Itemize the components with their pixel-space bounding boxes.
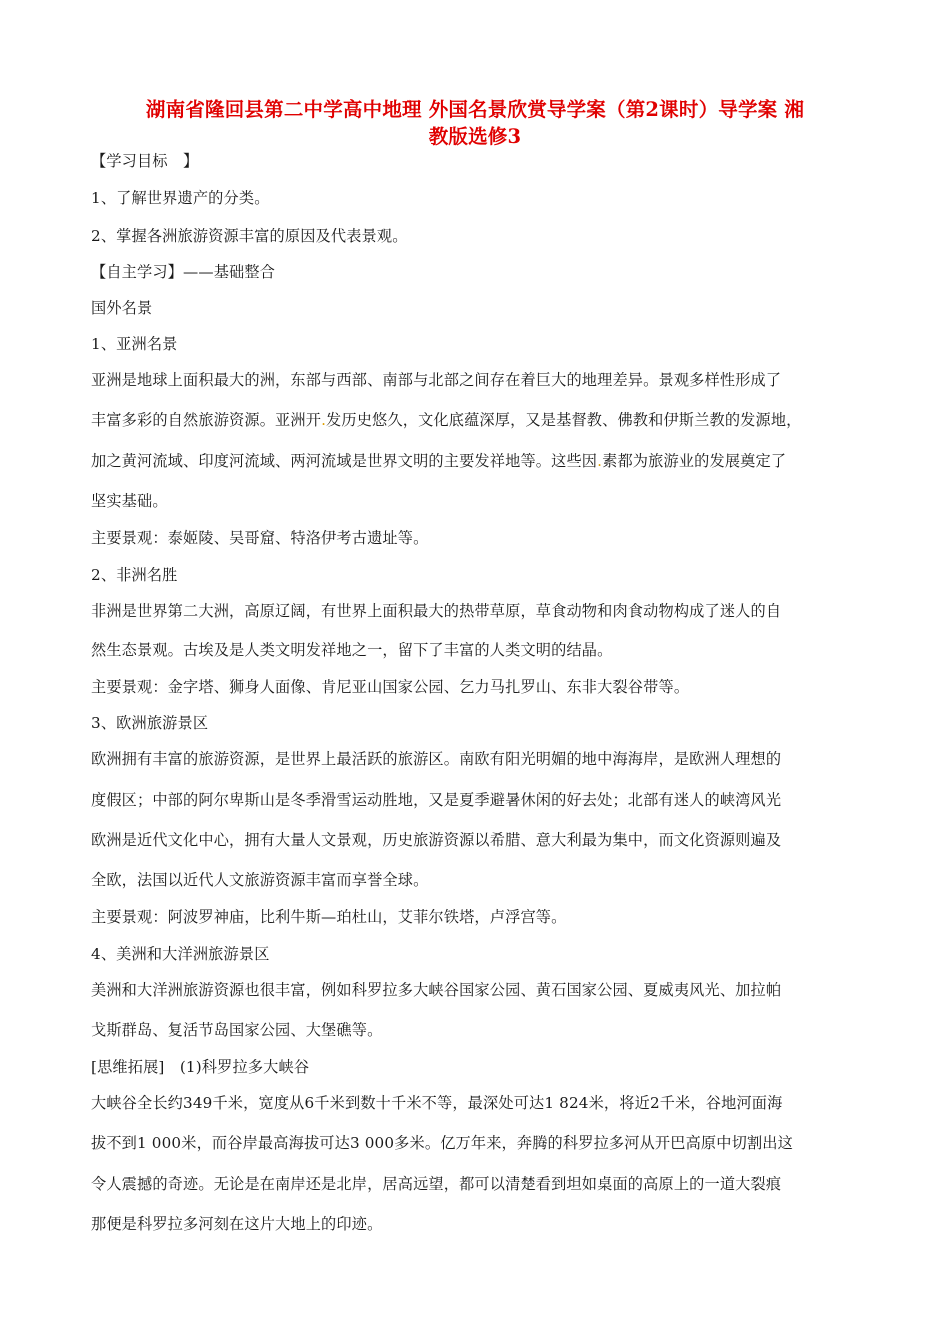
extension-paragraph-line: 拔不到1 000米，而谷岸最高海拔可达3 000多米。亿万年来，奔腾的科罗拉多河从开巴高原中切割出这 — [91, 1134, 793, 1152]
america-heading: 4、美洲和大洋洲旅游景区 — [91, 945, 270, 963]
asia-text-part: 素都为旅游业的发展奠定了 — [602, 452, 787, 470]
extension-paragraph-line: 令人震撼的奇迹。无论是在南岸还是北岸，居高远望，都可以清楚看到坦如桌面的高原上的一道大裂痕 — [91, 1175, 782, 1193]
africa-heading: 2、非洲名胜 — [91, 566, 178, 584]
title-line-2: 教版选修3 — [428, 125, 522, 148]
asia-paragraph-line — [91, 410, 802, 430]
highlight-mark: . — [321, 411, 327, 429]
asia-paragraph-line: 亚洲是地球上面积最大的洲，东部与西部、南部与北部之间存在着巨大的地理差异。景观多样性形成了 — [91, 371, 782, 389]
highlight-mark: . — [597, 452, 603, 470]
asia-heading: 1、亚洲名景 — [91, 335, 178, 353]
europe-paragraph-line: 全欧，法国以近代人文旅游资源丰富而享誉全球。 — [91, 871, 429, 889]
asia-text-part: 加之黄河流域、印度河流域、两河流域是世界文明的主要发祥地等。这些因 — [91, 452, 598, 470]
america-paragraph-line: 戈斯群岛、复活节岛国家公园、大堡礁等。 — [91, 1021, 383, 1039]
asia-text-part: 发历史悠久，文化底蕴深厚，又是基督教、佛教和伊斯兰教的发源地， — [326, 411, 802, 429]
africa-sights: 主要景观：金字塔、狮身人面像、肯尼亚山国家公园、乞力马扎罗山、东非大裂谷带等。 — [91, 678, 690, 696]
africa-paragraph-line: 非洲是世界第二大洲，高原辽阔，有世界上面积最大的热带草原，草食动物和肉食动物构成了迷人的自 — [91, 602, 782, 620]
asia-paragraph-line: 坚实基础。 — [91, 492, 168, 510]
asia-paragraph-line — [91, 451, 786, 471]
section-title: 国外名景 — [91, 299, 153, 317]
america-paragraph-line: 美洲和大洋洲旅游资源也很丰富，例如科罗拉多大峡谷国家公园、黄石国家公园、夏威夷风光、加拉帕 — [91, 981, 782, 999]
europe-sights: 主要景观：阿波罗神庙，比利牛斯—珀杜山，艾菲尔铁塔，卢浮宫等。 — [91, 908, 567, 926]
extension-paragraph-line: 那便是科罗拉多河刻在这片大地上的印迹。 — [91, 1215, 383, 1233]
self-study-heading: 【自主学习】——基础整合 — [91, 263, 276, 281]
title-line-1: 湖南省隆回县第二中学高中地理 外国名景欣赏导学案（第2课时）导学案 湘 — [145, 98, 805, 121]
europe-paragraph-line: 欧洲是近代文化中心，拥有大量人文景观，历史旅游资源以希腊、意大利最为集中，而文化资源则遍及 — [91, 831, 782, 849]
goals-heading: 【学习目标 】 — [91, 152, 199, 170]
extension-paragraph-line: 大峡谷全长约349千米，宽度从6千米到数十千米不等，最深处可达1 824米，将近2千米，谷地河面海 — [91, 1094, 783, 1112]
europe-heading: 3、欧洲旅游景区 — [91, 714, 209, 732]
extension-heading: [思维拓展] (1)科罗拉多大峡谷 — [91, 1058, 310, 1076]
asia-sights: 主要景观：泰姬陵、吴哥窟、特洛伊考古遗址等。 — [91, 529, 429, 547]
goal-item-1: 1、了解世界遗产的分类。 — [91, 189, 270, 207]
document-title — [80, 96, 870, 150]
asia-text-part: 丰富多彩的自然旅游资源。亚洲开 — [91, 411, 322, 429]
africa-paragraph-line: 然生态景观。古埃及是人类文明发祥地之一，留下了丰富的人类文明的结晶。 — [91, 641, 613, 659]
europe-paragraph-line: 欧洲拥有丰富的旅游资源，是世界上最活跃的旅游区。南欧有阳光明媚的地中海海岸，是欧洲人理想的 — [91, 750, 782, 768]
goal-item-2: 2、掌握各洲旅游资源丰富的原因及代表景观。 — [91, 227, 408, 245]
europe-paragraph-line: 度假区；中部的阿尔卑斯山是冬季滑雪运动胜地，又是夏季避暑休闲的好去处；北部有迷人的峡湾风光 — [91, 791, 782, 809]
